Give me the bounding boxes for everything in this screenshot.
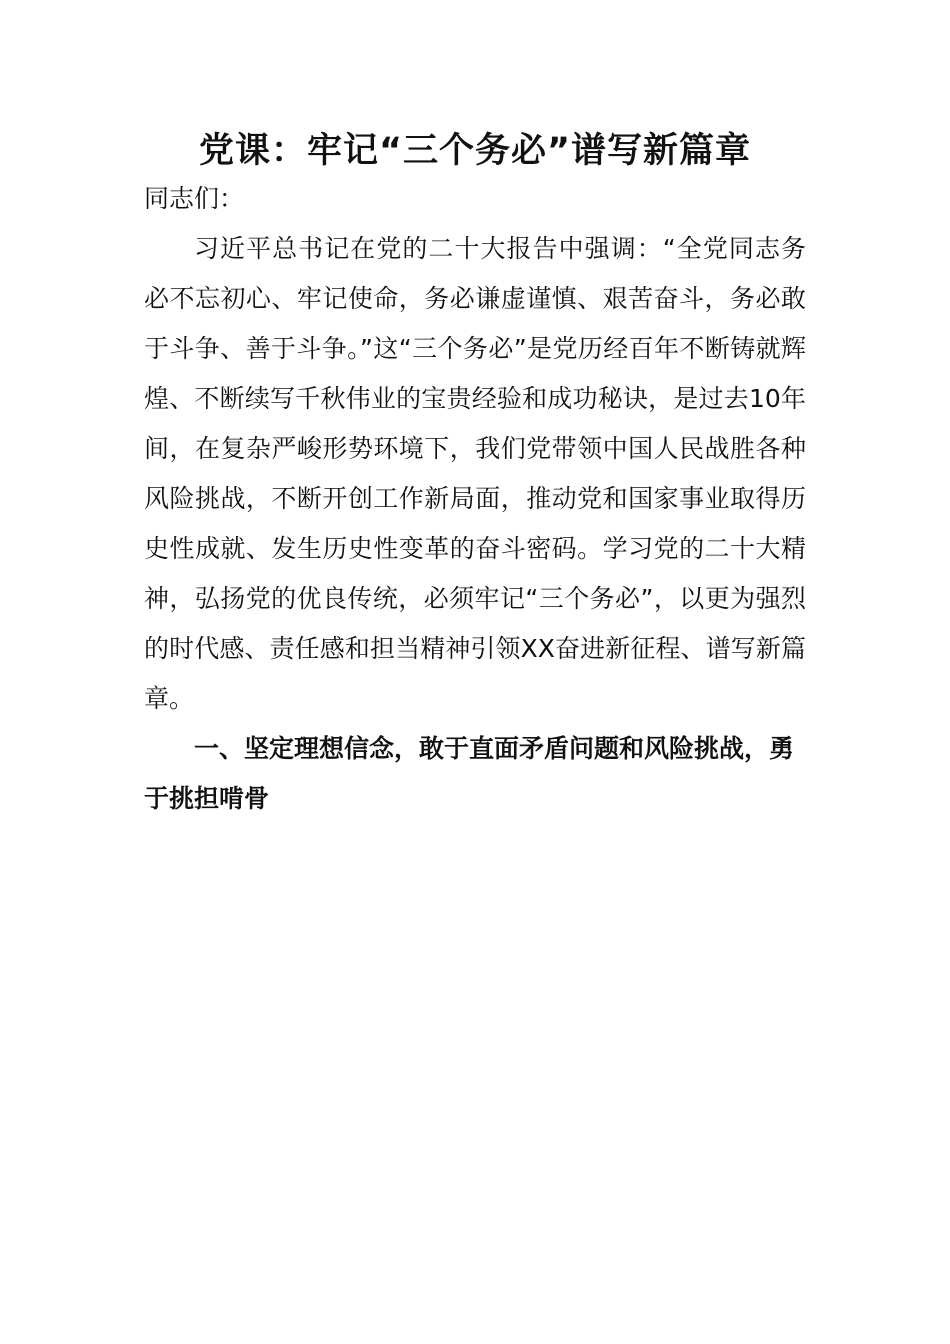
document-body [144, 128, 806, 824]
salutation: 同志们： [144, 184, 245, 213]
body-paragraph: 习近平总书记在党的二十大报告中强调：“全党同志务必不忘初心、牢记使命，务必谦虚谨慎、艰苦奋斗，务必敢于斗争、善于斗争。”这“三个务必”是党历经百年不断铸就辉煌、不断续写千秋伟业的宝贵经验和成功秘诀，是过去10年间，在复杂严峻形势环境下，我们党带领中国人民战胜各种风险挑战，不断开创工作新局面，推动党和国家事业取得历史性成就、发生历史性变革的奋斗密码。学习党的二十大精神，弘扬党的优良传统，必须牢记“三个务必”，以更为强烈的时代感、责任感和担当精神引领XX奋进新征程、谱写新篇章。 [144, 234, 806, 713]
section-heading: 一、坚定理想信念，敢于直面矛盾问题和风险挑战，勇于挑担啃骨 [144, 734, 795, 813]
document-title: 党课：牢记“三个务必”谱写新篇章 [198, 131, 751, 171]
